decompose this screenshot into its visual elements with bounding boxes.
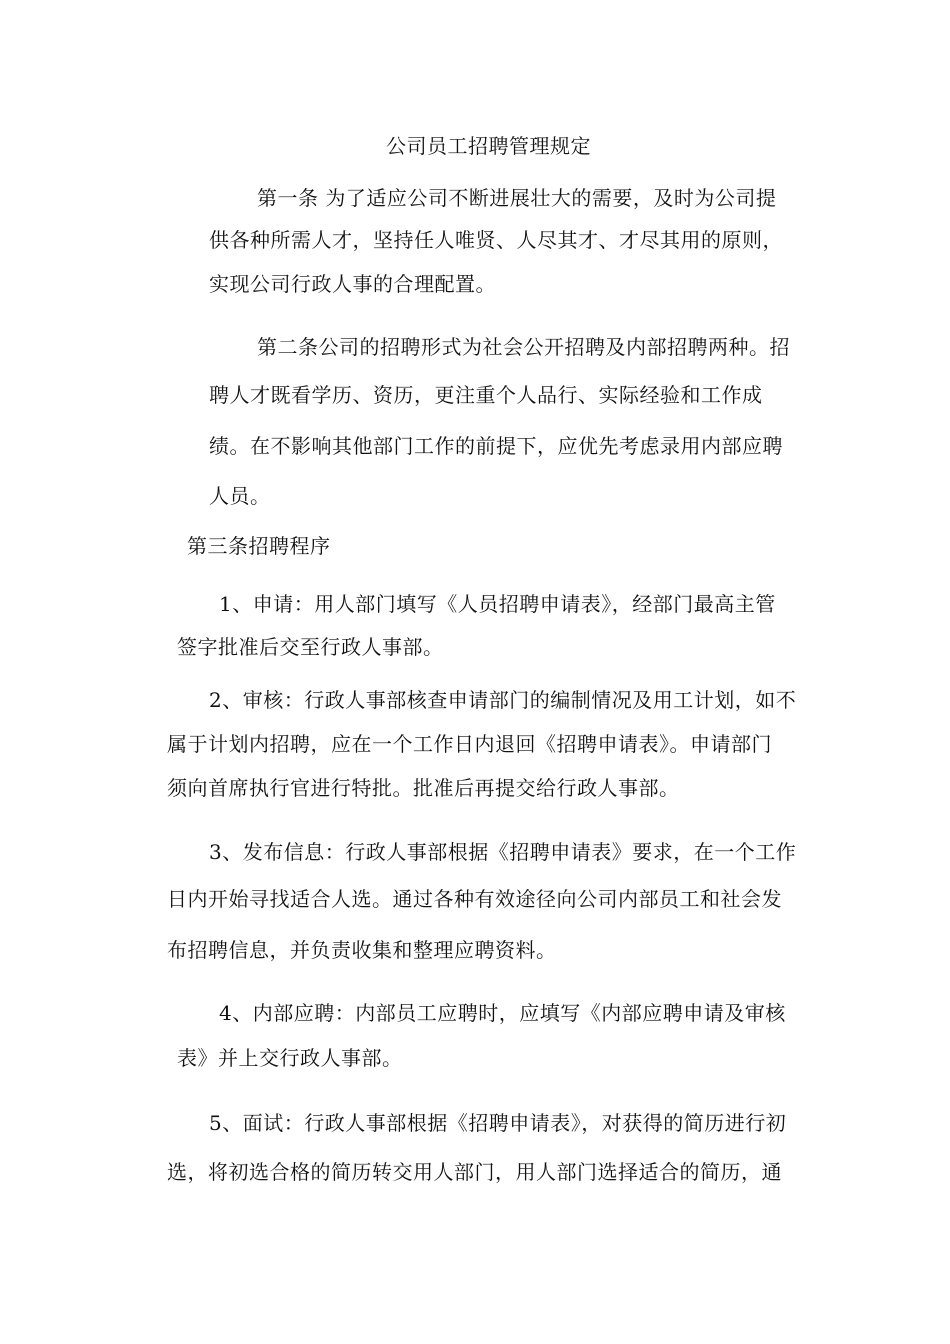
paragraph-line: 表》并上交行政人事部。 — [177, 1046, 403, 1070]
paragraph-line: 选，将初选合格的简历转交用人部门，用人部门选择适合的简历，通 — [167, 1160, 782, 1184]
paragraph-line: 聘人才既看学历、资历，更注重个人品行、实际经验和工作成 — [209, 383, 763, 407]
document-title: 公司员工招聘管理规定 — [386, 134, 591, 158]
paragraph-line: 属于计划内招聘，应在一个工作日内退回《招聘申请表》。申请部门 — [167, 732, 772, 756]
paragraph-line: 4、内部应聘：内部员工应聘时，应填写《内部应聘申请及审核 — [219, 1001, 786, 1025]
paragraph-line: 签字批准后交至行政人事部。 — [177, 635, 444, 659]
paragraph-line: 实现公司行政人事的合理配置。 — [209, 272, 496, 296]
paragraph-line: 人员。 — [209, 484, 271, 508]
paragraph-line: 日内开始寻找适合人选。通过各种有效途径向公司内部员工和社会发 — [167, 887, 782, 911]
paragraph-line: 3、发布信息：行政人事部根据《招聘申请表》要求，在一个工作 — [209, 840, 797, 864]
paragraph-line: 供各种所需人才，坚持任人唯贤、人尽其才、才尽其用的原则， — [209, 228, 783, 252]
section-heading: 第三条招聘程序 — [187, 534, 331, 558]
paragraph-line: 绩。在不影响其他部门工作的前提下，应优先考虑录用内部应聘 — [209, 434, 783, 458]
paragraph-line: 第二条公司的招聘形式为社会公开招聘及内部招聘两种。招 — [257, 335, 790, 359]
paragraph-line: 2、审核：行政人事部核查申请部门的编制情况及用工计划，如不 — [209, 688, 797, 712]
paragraph-line: 5、面试：行政人事部根据《招聘申请表》，对获得的简历进行初 — [209, 1111, 787, 1135]
paragraph-line: 布招聘信息，并负责收集和整理应聘资料。 — [167, 938, 557, 962]
paragraph-line: 1、申请：用人部门填写《人员招聘申请表》，经部门最高主管 — [219, 592, 776, 616]
paragraph-line: 须向首席执行官进行特批。批准后再提交给行政人事部。 — [167, 776, 680, 800]
paragraph-line: 第一条 为了适应公司不断进展壮大的需要，及时为公司提 — [257, 186, 777, 210]
